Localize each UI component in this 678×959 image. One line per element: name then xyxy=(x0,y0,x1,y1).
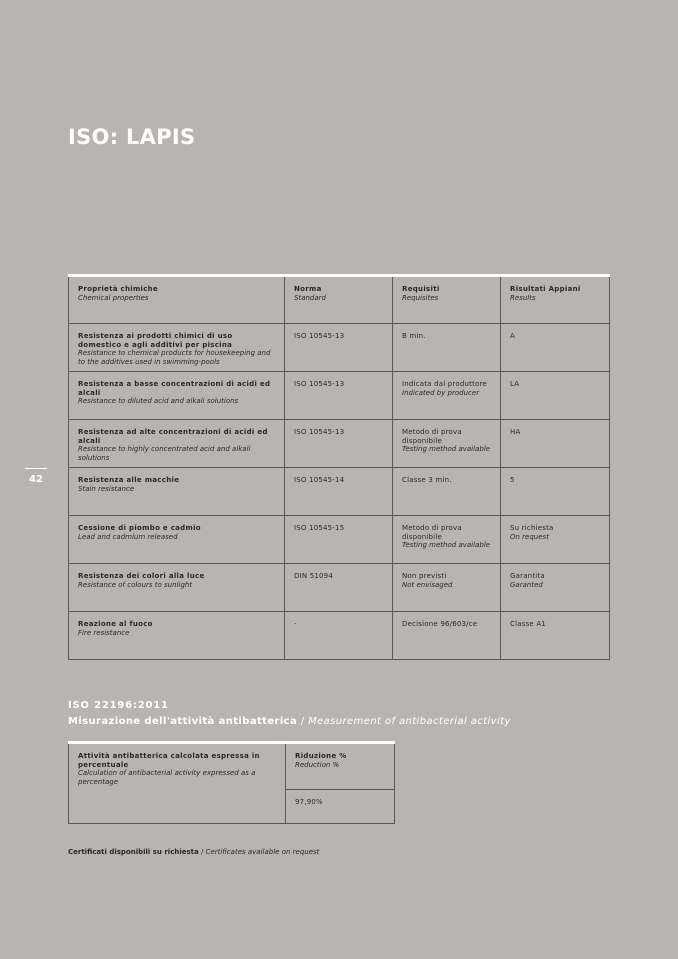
cell-property: Resistenza a basse concentrazioni di acidi ed alcali Resistance to diluted acid and alkali solutions xyxy=(69,372,285,420)
cell-standard: ISO 10545-13 xyxy=(285,324,393,372)
cell-result: HA xyxy=(501,420,610,468)
cell-standard: DIN 51094 xyxy=(285,564,393,612)
table-row xyxy=(69,612,610,660)
cell-requisite: B min. xyxy=(393,324,501,372)
cell-standard: ISO 10545-13 xyxy=(285,420,393,468)
cell-reduction-value: 97,90% xyxy=(286,790,395,824)
cell-standard: ISO 10545-15 xyxy=(285,516,393,564)
cell-requisite: Metodo di prova disponibile Testing method available xyxy=(393,420,501,468)
header-standard: Norma Standard xyxy=(285,276,393,324)
cell-property: Resistenza ai prodotti chimici di uso domestico e agli additivi per piscina Resistance to chemical products for housekeeping and to the additives used in swimming-pools xyxy=(69,324,285,372)
antibacterial-table xyxy=(68,741,395,824)
cell-property: Cessione di piombo e cadmio Lead and cadmium released xyxy=(69,516,285,564)
cell-standard: ISO 10545-14 xyxy=(285,468,393,516)
antibacterial-standard: ISO 22196:2011 xyxy=(68,700,169,711)
table-row xyxy=(69,516,610,564)
cell-property: Reazione al fuoco Fire resistance xyxy=(69,612,285,660)
cell-result: Classe A1 xyxy=(501,612,610,660)
cell-requisite: Non previsti Not envisaged xyxy=(393,564,501,612)
cell-result: Garantita Garanted xyxy=(501,564,610,612)
table-header-row xyxy=(69,276,610,324)
page-title: ISO: LAPIS xyxy=(68,125,196,149)
footer-note: Certificati disponibili su richiesta / Certificates available on request xyxy=(68,848,320,856)
table-row xyxy=(69,372,610,420)
header-requisites: Requisiti Requisites xyxy=(393,276,501,324)
table-row xyxy=(69,468,610,516)
table-row xyxy=(69,564,610,612)
cell-requisite: Decisione 96/603/ce xyxy=(393,612,501,660)
table-row xyxy=(69,743,395,790)
table-row xyxy=(69,420,610,468)
table-row xyxy=(69,324,610,372)
cell-standard: ISO 10545-13 xyxy=(285,372,393,420)
page-number: 42 xyxy=(25,468,47,485)
chemical-properties-table xyxy=(68,274,610,660)
cell-reduction-header: Riduzione % Reduction % xyxy=(286,743,395,790)
cell-requisite: Metodo di prova disponibile Testing method available xyxy=(393,516,501,564)
antibacterial-heading: Misurazione dell'attività antibatterica / Measurement of antibacterial activity xyxy=(68,716,511,727)
cell-property: Resistenza ad alte concentrazioni di acidi ed alcali Resistance to highly concentrated acid and alkali solutions xyxy=(69,420,285,468)
cell-result: A xyxy=(501,324,610,372)
cell-requisite: Classe 3 min. xyxy=(393,468,501,516)
cell-property: Resistenza alle macchie Stain resistance xyxy=(69,468,285,516)
cell-result: Su richiesta On request xyxy=(501,516,610,564)
header-results: Risultati Appiani Results xyxy=(501,276,610,324)
cell-result: 5 xyxy=(501,468,610,516)
cell-requisite: Indicata dal produttore Indicated by producer xyxy=(393,372,501,420)
cell-standard: - xyxy=(285,612,393,660)
cell-antibacterial-label: Attività antibatterica calcolata espressa in percentuale Calculation of antibacterial activity expressed as a percentage xyxy=(69,743,286,824)
cell-property: Resistenza dei colori alla luce Resistance of colours to sunlight xyxy=(69,564,285,612)
cell-result: LA xyxy=(501,372,610,420)
header-property: Proprietà chimiche Chemical properties xyxy=(69,276,285,324)
